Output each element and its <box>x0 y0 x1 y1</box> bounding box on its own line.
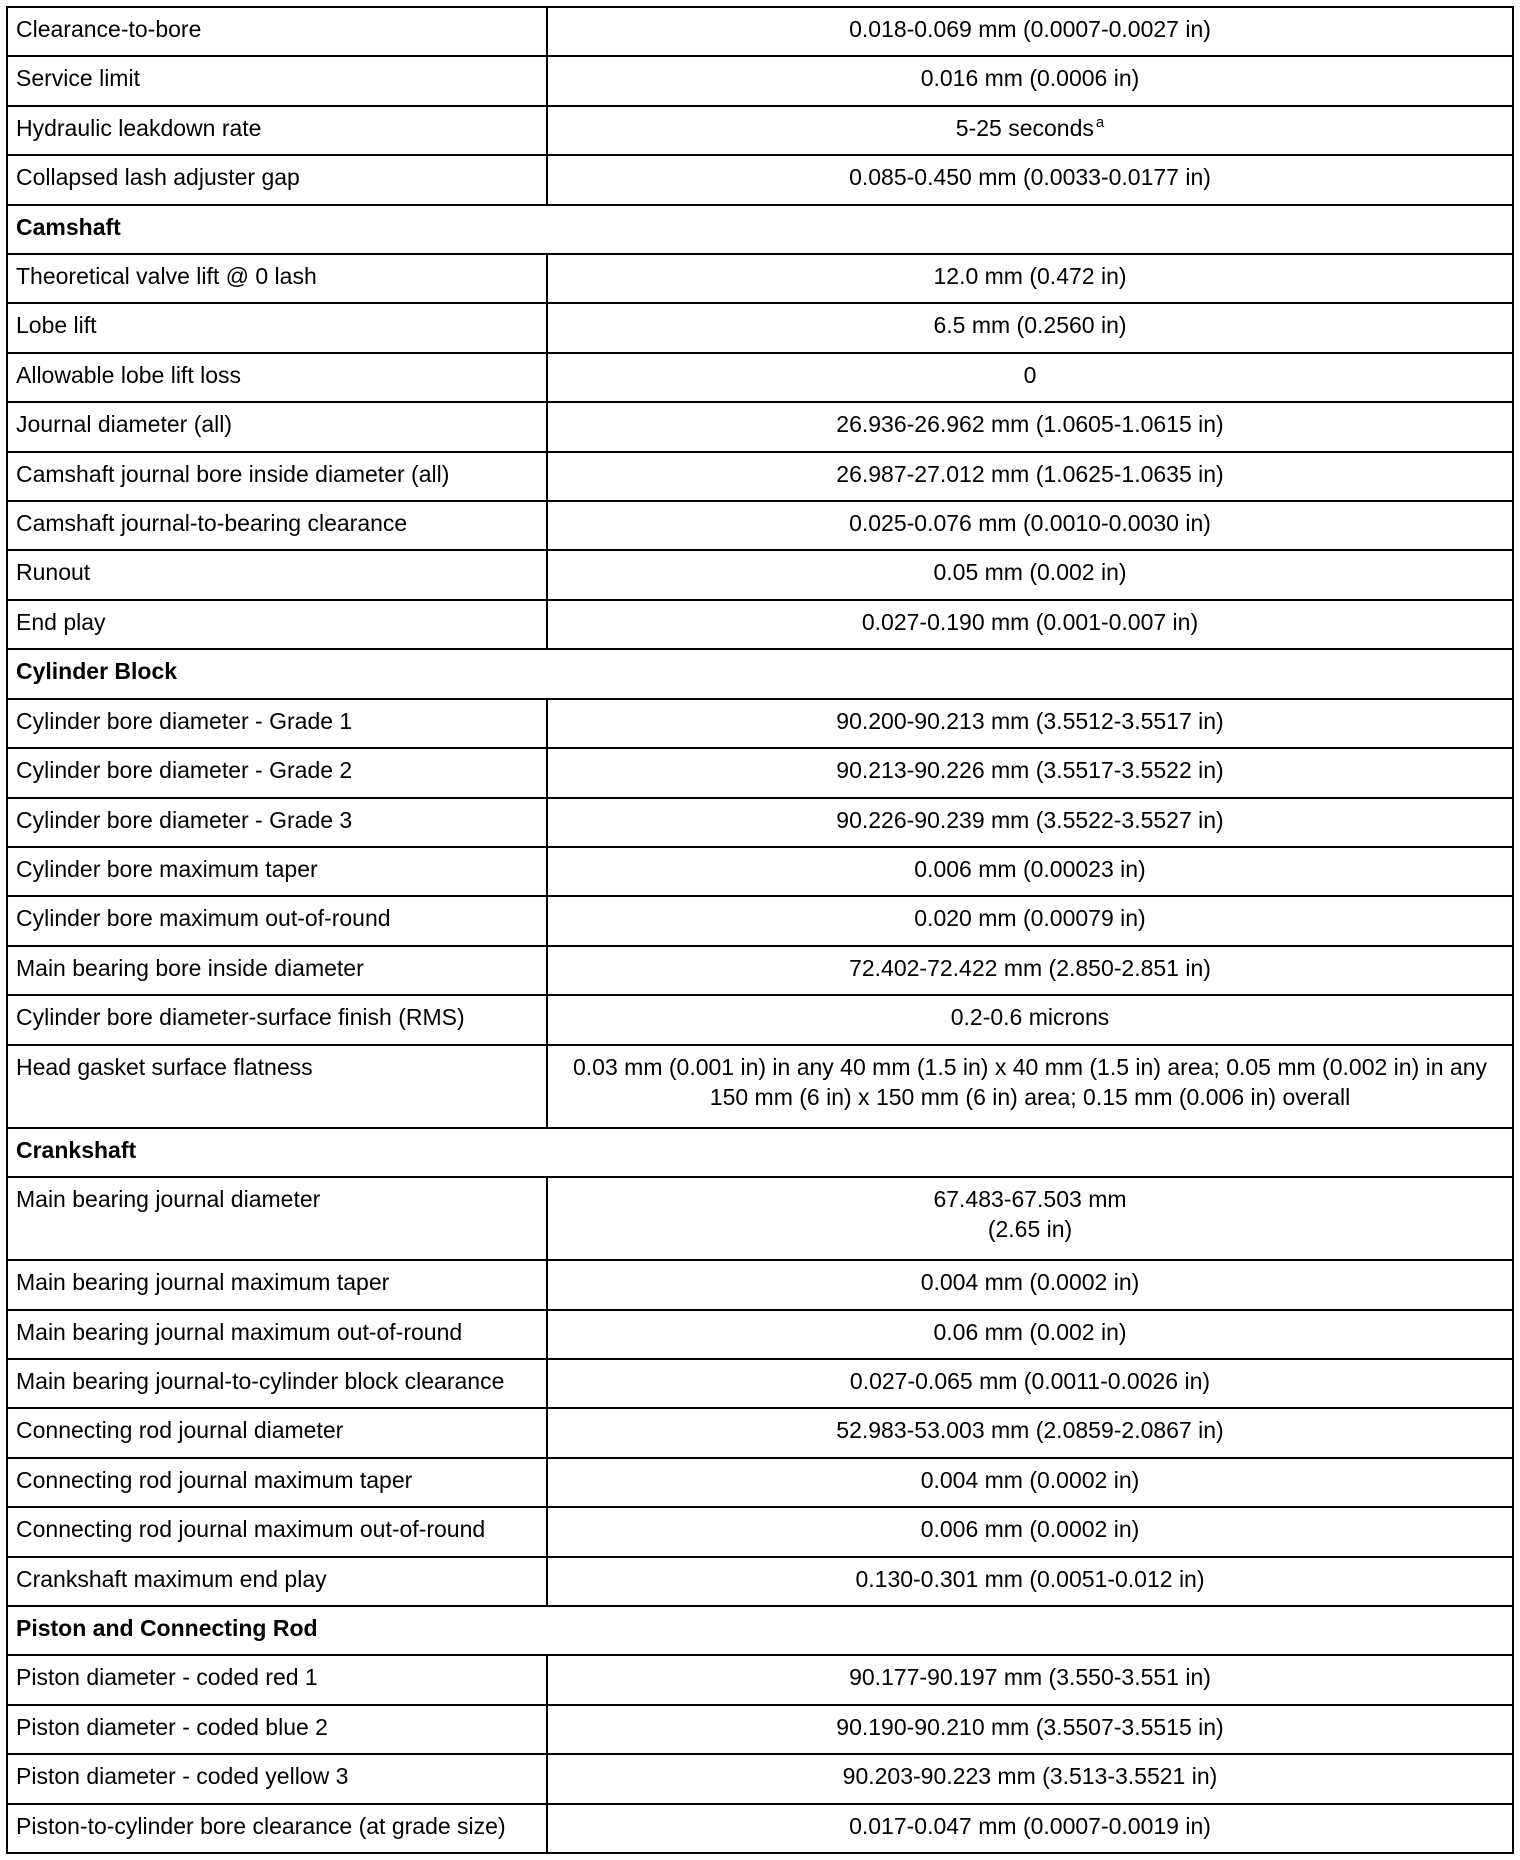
spec-label: Cylinder bore maximum out-of-round <box>7 896 547 945</box>
table-row <box>7 501 1513 550</box>
spec-label: Cylinder bore diameter-surface finish (RMS) <box>7 995 547 1044</box>
table-row <box>7 1359 1513 1408</box>
section-header-row <box>7 1606 1513 1655</box>
spec-label: Hydraulic leakdown rate <box>7 106 547 155</box>
spec-value-cell <box>547 1705 1513 1754</box>
spec-value-cell <box>547 995 1513 1044</box>
spec-value: 0.03 mm (0.001 in) in any 40 mm (1.5 in) x 40 mm (1.5 in) area; 0.05 mm (0.002 in) in any 150 mm (6 in) x 150 mm (6 in) area; 0.15 mm (0.006 in) overall <box>573 1053 1487 1110</box>
table-row <box>7 1310 1513 1359</box>
table-row <box>7 1458 1513 1507</box>
section-header-row <box>7 1128 1513 1177</box>
specifications-table-body <box>7 7 1513 1853</box>
spec-label: Piston-to-cylinder bore clearance (at grade size) <box>7 1804 547 1853</box>
spec-value-cell <box>547 600 1513 649</box>
table-row <box>7 1705 1513 1754</box>
spec-label: Cylinder bore diameter - Grade 2 <box>7 748 547 797</box>
spec-value: 90.177-90.197 mm (3.550-3.551 in) <box>849 1664 1211 1691</box>
spec-value: 72.402-72.422 mm (2.850-2.851 in) <box>849 954 1211 981</box>
section-header-row <box>7 649 1513 698</box>
spec-value-cell <box>547 56 1513 105</box>
table-row <box>7 946 1513 995</box>
table-row <box>7 254 1513 303</box>
spec-value: 0.06 mm (0.002 in) <box>933 1318 1127 1345</box>
spec-value-cell <box>547 1804 1513 1853</box>
table-row <box>7 896 1513 945</box>
table-row <box>7 106 1513 155</box>
section-heading: Crankshaft <box>7 1128 1513 1177</box>
table-row <box>7 1655 1513 1704</box>
spec-label: Camshaft journal-to-bearing clearance <box>7 501 547 550</box>
spec-value-cell <box>547 1260 1513 1309</box>
section-heading: Camshaft <box>7 205 1513 254</box>
spec-label: End play <box>7 600 547 649</box>
table-row <box>7 699 1513 748</box>
table-row <box>7 550 1513 599</box>
spec-value-cell <box>547 254 1513 303</box>
spec-value-cell <box>547 699 1513 748</box>
spec-label: Service limit <box>7 56 547 105</box>
spec-label: Piston diameter - coded red 1 <box>7 1655 547 1704</box>
spec-value-cell <box>547 1310 1513 1359</box>
spec-value: 90.226-90.239 mm (3.5522-3.5527 in) <box>836 806 1224 833</box>
spec-value: 90.200-90.213 mm (3.5512-3.5517 in) <box>836 707 1224 734</box>
spec-value-cell <box>547 106 1513 155</box>
section-heading: Piston and Connecting Rod <box>7 1606 1513 1655</box>
spec-label: Connecting rod journal maximum out-of-round <box>7 1507 547 1556</box>
section-header-row <box>7 205 1513 254</box>
spec-value: 0.130-0.301 mm (0.0051-0.012 in) <box>855 1565 1205 1592</box>
spec-label: Piston diameter - coded blue 2 <box>7 1705 547 1754</box>
spec-label: Journal diameter (all) <box>7 402 547 451</box>
spec-value: 0.025-0.076 mm (0.0010-0.0030 in) <box>849 510 1211 537</box>
table-row <box>7 452 1513 501</box>
spec-value-cell <box>547 798 1513 847</box>
spec-label: Main bearing bore inside diameter <box>7 946 547 995</box>
spec-label: Head gasket surface flatness <box>7 1045 547 1128</box>
spec-label: Allowable lobe lift loss <box>7 353 547 402</box>
table-row <box>7 303 1513 352</box>
spec-value: 0.020 mm (0.00079 in) <box>914 905 1146 932</box>
spec-value: 0.018-0.069 mm (0.0007-0.0027 in) <box>849 16 1211 42</box>
spec-value: 0.017-0.047 mm (0.0007-0.0019 in) <box>849 1812 1211 1839</box>
table-row <box>7 600 1513 649</box>
table-row <box>7 56 1513 105</box>
spec-label: Lobe lift <box>7 303 547 352</box>
table-row <box>7 1804 1513 1853</box>
spec-value: 26.987-27.012 mm (1.0625-1.0635 in) <box>836 460 1224 487</box>
spec-value-cell <box>547 1408 1513 1457</box>
spec-value: 12.0 mm (0.472 in) <box>933 263 1127 290</box>
spec-value: 0.2-0.6 microns <box>950 1004 1110 1031</box>
section-heading: Cylinder Block <box>7 649 1513 698</box>
table-row <box>7 1754 1513 1803</box>
spec-label: Collapsed lash adjuster gap <box>7 155 547 204</box>
spec-label: Connecting rod journal diameter <box>7 1408 547 1457</box>
spec-value: 26.936-26.962 mm (1.0605-1.0615 in) <box>836 411 1224 438</box>
spec-label: Connecting rod journal maximum taper <box>7 1458 547 1507</box>
spec-value: 0.004 mm (0.0002 in) <box>920 1466 1140 1493</box>
spec-value: 0.006 mm (0.0002 in) <box>920 1516 1140 1543</box>
spec-value-cell <box>547 1458 1513 1507</box>
table-row <box>7 995 1513 1044</box>
table-row <box>7 847 1513 896</box>
spec-value-cell <box>547 501 1513 550</box>
spec-value: 0 <box>1023 361 1037 388</box>
spec-value-cell <box>547 303 1513 352</box>
table-row <box>7 1408 1513 1457</box>
table-row <box>7 7 1513 56</box>
table-row <box>7 353 1513 402</box>
spec-value: 90.190-90.210 mm (3.5507-3.5515 in) <box>836 1713 1224 1740</box>
spec-value-cell <box>547 155 1513 204</box>
footnote-marker: a <box>1095 113 1105 131</box>
spec-value: 0.027-0.190 mm (0.001-0.007 in) <box>861 608 1199 635</box>
spec-value: 90.213-90.226 mm (3.5517-3.5522 in) <box>836 757 1224 784</box>
table-row <box>7 1260 1513 1309</box>
table-row <box>7 748 1513 797</box>
spec-value: 6.5 mm (0.2560 in) <box>933 312 1127 339</box>
spec-value-cell <box>547 1507 1513 1556</box>
table-row <box>7 1557 1513 1606</box>
table-row <box>7 155 1513 204</box>
spec-label: Cylinder bore maximum taper <box>7 847 547 896</box>
spec-value-cell <box>547 452 1513 501</box>
spec-value-cell <box>547 748 1513 797</box>
spec-value-cell <box>547 847 1513 896</box>
spec-value-cell <box>547 1655 1513 1704</box>
spec-value: 0.085-0.450 mm (0.0033-0.0177 in) <box>849 164 1211 191</box>
spec-value-cell <box>547 7 1513 56</box>
spec-label: Runout <box>7 550 547 599</box>
spec-value-cell <box>547 1359 1513 1408</box>
spec-value: 0.006 mm (0.00023 in) <box>914 855 1146 882</box>
table-row <box>7 798 1513 847</box>
specifications-table <box>6 6 1514 1854</box>
spec-value-cell <box>547 896 1513 945</box>
spec-value-cell <box>547 353 1513 402</box>
spec-label: Cylinder bore diameter - Grade 3 <box>7 798 547 847</box>
spec-value: 0.016 mm (0.0006 in) <box>920 65 1140 92</box>
spec-value: 0.05 mm (0.002 in) <box>933 559 1127 586</box>
spec-label: Piston diameter - coded yellow 3 <box>7 1754 547 1803</box>
spec-label: Camshaft journal bore inside diameter (all) <box>7 452 547 501</box>
spec-value: 90.203-90.223 mm (3.513-3.5521 in) <box>842 1763 1218 1790</box>
spec-label: Main bearing journal diameter <box>7 1177 547 1260</box>
table-row <box>7 1507 1513 1556</box>
spec-value: 0.027-0.065 mm (0.0011-0.0026 in) <box>849 1367 1211 1394</box>
spec-value-cell <box>547 946 1513 995</box>
spec-value-cell <box>547 1754 1513 1803</box>
spec-value-cell <box>547 1045 1513 1128</box>
spec-value: 0.004 mm (0.0002 in) <box>920 1269 1140 1296</box>
table-row <box>7 1045 1513 1128</box>
spec-value: 5-25 seconds <box>955 114 1094 141</box>
spec-label: Main bearing journal maximum taper <box>7 1260 547 1309</box>
spec-value: 52.983-53.003 mm (2.0859-2.0867 in) <box>836 1417 1224 1444</box>
table-row <box>7 402 1513 451</box>
spec-value-cell <box>547 1557 1513 1606</box>
spec-value-cell <box>547 402 1513 451</box>
spec-label: Clearance-to-bore <box>7 7 547 56</box>
spec-value-cell <box>547 1177 1513 1260</box>
spec-label: Cylinder bore diameter - Grade 1 <box>7 699 547 748</box>
spec-value-cell <box>547 550 1513 599</box>
spec-value: 67.483-67.503 mm (2.65 in) <box>933 1186 1127 1243</box>
spec-label: Crankshaft maximum end play <box>7 1557 547 1606</box>
table-row <box>7 1177 1513 1260</box>
spec-label: Theoretical valve lift @ 0 lash <box>7 254 547 303</box>
spec-label: Main bearing journal maximum out-of-round <box>7 1310 547 1359</box>
spec-label: Main bearing journal-to-cylinder block clearance <box>7 1359 547 1408</box>
